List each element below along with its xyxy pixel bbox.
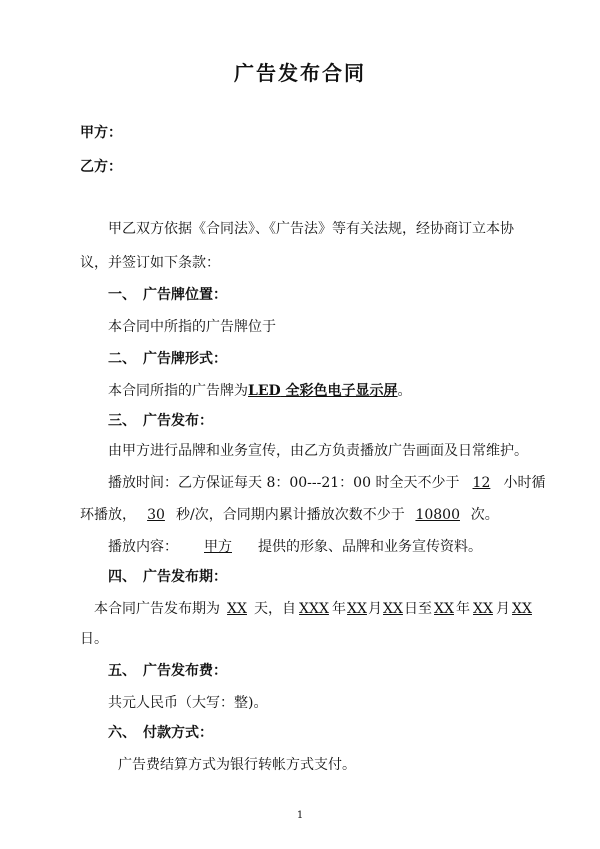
publish-period-end: 日。 — [80, 631, 108, 647]
end-year: XX — [434, 601, 454, 617]
section-2-heading: 二、 广告牌形式： — [108, 351, 227, 367]
section-2-prefix: 本合同所指的广告牌为 — [108, 383, 248, 399]
screen-type-label: 全彩色电子显示屏 — [280, 383, 398, 399]
section-2-end: 。 — [397, 383, 412, 399]
section-1-text: 本合同中所指的广告牌位于 — [108, 319, 276, 335]
party-a-label: 甲方： — [80, 125, 122, 141]
seconds-value: 30 — [147, 507, 165, 523]
section-5-text: 共元人民币（大写：整)。 — [108, 695, 268, 711]
start-day: XX — [383, 601, 403, 617]
content-party-value: 甲方 — [204, 539, 232, 555]
period-days: XX — [227, 601, 247, 617]
play-content-suffix: 提供的形象、品牌和业务宣传资料。 — [258, 539, 482, 555]
play-time-prefix: 播放时间：乙方保证每天 8：00---21：00 时全天不少于 — [108, 475, 460, 491]
page-number: 1 — [296, 810, 304, 821]
loop-line — [80, 506, 499, 524]
period-text-4: 月 — [368, 601, 382, 617]
loop-prefix: 环播放， — [80, 507, 136, 523]
end-month: XX — [473, 601, 493, 617]
play-content-line — [108, 538, 482, 556]
party-b-label: 乙方： — [80, 159, 122, 175]
period-text-7: 月 — [496, 601, 510, 617]
play-time-line — [108, 474, 545, 492]
loop-suffix: 次。 — [470, 507, 499, 523]
section-6-text: 广告费结算方式为银行转帐方式支付。 — [118, 757, 356, 773]
end-day: XX — [512, 601, 532, 617]
loop-middle: 秒/次，合同期内累计播放次数不少于 — [176, 507, 405, 523]
section-2-text — [108, 382, 412, 400]
section-5-heading: 五、 广告发布费： — [108, 663, 227, 679]
start-year: XXX — [299, 601, 329, 617]
section-1-heading: 一、 广告牌位置： — [108, 287, 227, 303]
intro-line-2: 议，并签订如下条款： — [80, 255, 220, 271]
document-title: 广告发布合同 — [234, 61, 366, 85]
play-time-suffix: 小时循 — [503, 475, 546, 491]
period-text-1: 本合同广告发布期为 — [94, 601, 220, 617]
period-text-2: 天，自 — [254, 601, 296, 617]
section-3-text: 由甲方进行品牌和业务宣传，由乙方负责播放广告画面及日常维护。 — [108, 443, 528, 459]
play-count-value: 10800 — [415, 507, 460, 523]
section-4-heading: 四、 广告发布期： — [108, 569, 227, 585]
period-text-3: 年 — [332, 601, 346, 617]
section-6-heading: 六、 付款方式： — [108, 725, 213, 741]
play-content-prefix: 播放内容： — [108, 539, 178, 555]
period-text-6: 年 — [456, 601, 470, 617]
start-month: XX — [347, 601, 367, 617]
section-3-heading: 三、 广告发布： — [108, 413, 213, 429]
period-text-5: 日至 — [404, 601, 432, 617]
intro-line-1: 甲乙双方依据《合同法》、《广告法》等有关法规，经协商订立本协 — [108, 221, 514, 237]
hours-value: 12 — [472, 475, 491, 491]
publish-period-line — [94, 600, 534, 618]
led-label: LED — [248, 383, 281, 399]
